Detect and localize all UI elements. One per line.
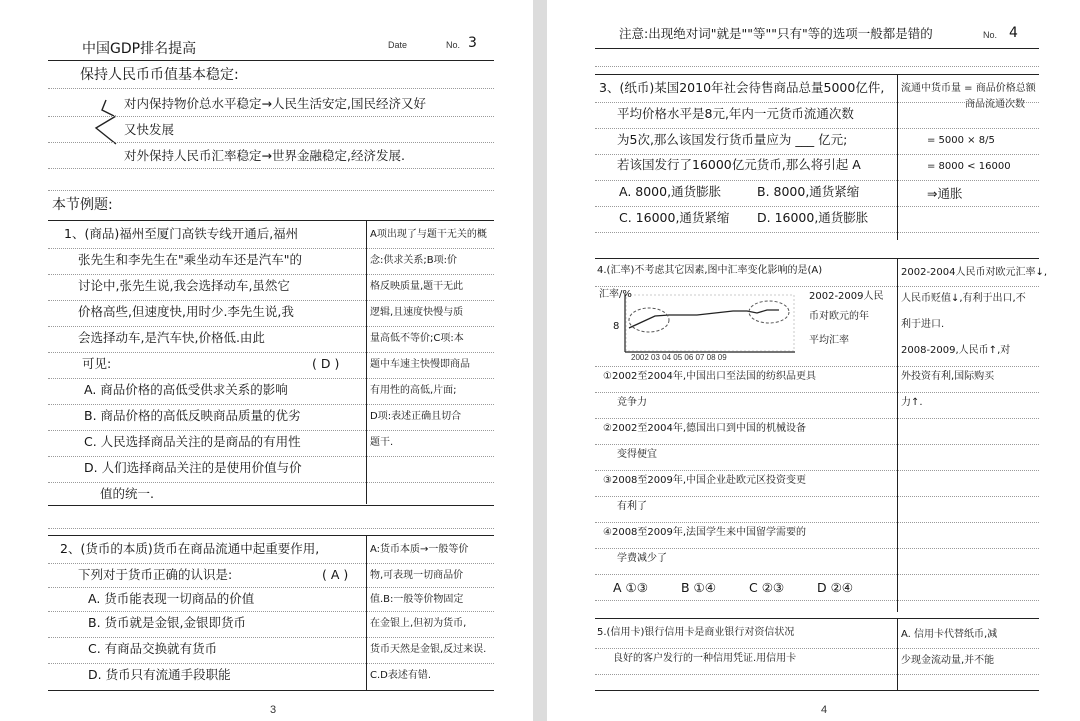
bottom-rule (595, 690, 1039, 691)
ruled-line (595, 522, 1039, 523)
q2-note-6: C.D表述有错. (370, 670, 432, 681)
q4-statement-2: ②2002至2004年,德国出口到中国的机械设备 (603, 423, 807, 434)
question-rule (48, 535, 494, 536)
q2-option-d: D. 货币只有流通手段职能 (88, 667, 231, 682)
chart-y-tick: 8 (613, 321, 620, 332)
q3-side-4: = 8000 < 16000 (927, 161, 1011, 172)
q1-note-6: 题中车速主快慢即商品 (370, 359, 470, 370)
q1-answer: ( D ) (312, 356, 340, 371)
q3-option-b: B. 8000,通货紧缩 (757, 184, 860, 199)
ruled-line (48, 248, 494, 249)
q2-line-1: 2、(货币的本质)货币在商品流通中起重要作用, (60, 541, 320, 556)
chart-legend-1: 2002-2009人民 (809, 291, 884, 302)
section-title: 本节例题: (52, 197, 113, 213)
ruled-line (48, 482, 494, 483)
question-rule (595, 74, 1039, 75)
q1-note-1: A项出现了与题干无关的概 (370, 229, 487, 240)
ruled-line (595, 102, 1039, 103)
page-no-label: No. (446, 40, 461, 50)
q1-note-7: 有用性的高低,片面; (370, 385, 457, 396)
q2-note-5: 货币天然是金银,反过来误. (370, 644, 487, 655)
ruled-line (48, 168, 494, 169)
q1-note-9: 题干. (370, 437, 394, 448)
ruled-line (595, 286, 1039, 287)
question-rule (595, 258, 1039, 259)
ruled-line (48, 274, 494, 275)
ruled-line (595, 180, 1039, 181)
note-column-divider (897, 74, 898, 240)
q4-statement-4-cont: 学费减少了 (617, 553, 667, 564)
q4-side-4: 2008-2009,人民币↑,对 (901, 345, 1011, 356)
q3-option-c: C. 16000,通货紧缩 (619, 210, 730, 225)
q5-side-2: 少现金流动量,并不能 (901, 655, 995, 666)
q2-answer: ( A ) (322, 567, 349, 582)
q4-statement-2-cont: 变得便宜 (617, 449, 657, 460)
q2-note-1: A:货币本质→一般等价 (370, 544, 469, 555)
ruled-line (48, 528, 494, 529)
q1-note-3: 格反映质量,题干无此 (370, 281, 464, 292)
q3-line-2: 平均价格水平是8元,年内一元货币流通次数 (617, 106, 854, 121)
q1-line-4: 价格高些,但速度快,用时少.李先生说,我 (78, 304, 294, 319)
section-rule (48, 220, 494, 221)
page-number: 4 (821, 704, 828, 716)
header-rule (48, 60, 494, 61)
q1-option-b: B. 商品价格的高低反映商品质量的优劣 (84, 408, 301, 423)
q2-option-b: B. 货币就是金银,金银即货币 (88, 615, 246, 630)
q1-line-3: 讨论中,张先生说,我会选择动车,虽然它 (78, 278, 290, 293)
page-number: 3 (270, 704, 277, 716)
ruled-line (595, 366, 1039, 367)
q1-option-c: C. 人民选择商品关注的是商品的有用性 (84, 434, 301, 449)
ruled-line (48, 300, 494, 301)
ruled-line (48, 611, 494, 612)
q1-note-8: D项:表述正确且切合 (370, 411, 462, 422)
notebook-page-4 (547, 0, 1080, 721)
chart-legend-2: 币对欧元的年 (809, 311, 869, 322)
ruled-line (595, 444, 1039, 445)
q5-line-1: 5.(信用卡)银行信用卡是商业银行对资信状况 (597, 627, 795, 638)
notebook-page-3 (0, 0, 533, 721)
ruled-line (595, 574, 1039, 575)
page-no-value: 3 (468, 35, 477, 51)
ruled-line (48, 326, 494, 327)
q2-line-2: 下列对于货币正确的认识是: (78, 567, 233, 582)
q5-line-2: 良好的客户发行的一种信用凭证.用信用卡 (613, 653, 797, 664)
chart-frame (626, 295, 794, 351)
q1-option-a: A. 商品价格的高低受供求关系的影响 (84, 382, 288, 397)
chart-series-line (629, 310, 779, 328)
ruled-line (48, 587, 494, 588)
q3-side-3: = 5000 × 8/5 (927, 135, 995, 146)
q4-side-6: 力↑. (901, 397, 923, 408)
q4-choice-b: B ①④ (681, 580, 716, 595)
q1-note-2: 念:供求关系;B项:价 (370, 255, 457, 266)
q2-note-2: 物,可表现一切商品价 (370, 570, 464, 581)
q1-line-6: 可见: (82, 356, 112, 371)
ruled-line (595, 548, 1039, 549)
chart-y-label: 汇率/% (599, 289, 632, 300)
ruled-line (48, 352, 494, 353)
intro-line-1: 保持人民币币值基本稳定: (80, 67, 239, 83)
ruled-line (595, 470, 1039, 471)
ruled-line (48, 663, 494, 664)
q2-note-3: 值.B:一般等价物固定 (370, 594, 464, 605)
header-note: 注意:出现绝对词"就是""等""只有"等的选项一般都是错的 (619, 26, 933, 41)
q1-option-d-cont: 值的统一. (100, 486, 154, 501)
ruled-line (595, 418, 1039, 419)
intro-line-4: 对外保持人民币汇率稳定→世界金融稳定,经济发展. (124, 148, 405, 163)
ruled-line (48, 190, 494, 191)
ruled-line (48, 88, 494, 89)
q2-note-4: 在金银上,但初为货币, (370, 618, 467, 629)
intro-line-3: 又快发展 (124, 122, 175, 137)
q3-line-1: 3、(纸币)某国2010年社会待售商品总量5000亿件, (599, 80, 885, 95)
q3-side-5: ⇒通胀 (927, 186, 963, 201)
ruled-line (48, 456, 494, 457)
ruled-line (595, 600, 1039, 601)
ruled-line (595, 128, 1039, 129)
note-column-divider (897, 258, 898, 612)
ruled-line (48, 563, 494, 564)
q3-option-a: A. 8000,通货膨胀 (619, 184, 722, 199)
q4-side-2: 人民币贬值↓,有利于出口,不 (901, 293, 1026, 304)
page-gutter (533, 0, 547, 721)
header-rule (595, 48, 1039, 49)
q4-choice-c: C ②③ (749, 580, 785, 595)
question-rule (595, 618, 1039, 619)
q4-statement-1-cont: 竞争力 (617, 397, 647, 408)
q3-side-2: 商品流通次数 (965, 99, 1025, 110)
ruled-line (595, 206, 1039, 207)
q4-side-3: 利于进口. (901, 319, 945, 330)
ruled-line (595, 674, 1039, 675)
q3-side-1: 流通中货币量 = 商品价格总额 (901, 83, 1036, 94)
note-column-divider (366, 535, 367, 691)
q2-option-c: C. 有商品交换就有货币 (88, 641, 218, 656)
q4-choice-d: D ②④ (817, 580, 854, 595)
q4-side-1: 2002-2004人民币对欧元汇率↓, (901, 267, 1048, 278)
page-no-value: 4 (1009, 25, 1018, 41)
ruled-line (595, 648, 1039, 649)
chart-legend-3: 平均汇率 (809, 335, 849, 346)
ruled-line (595, 66, 1039, 67)
chart-circle-2002-2004 (629, 308, 669, 332)
note-column-divider (897, 618, 898, 690)
ruled-line (595, 232, 1039, 233)
page-title: 中国GDP排名提高 (82, 41, 197, 57)
ruled-line (48, 116, 494, 117)
page-no-label: No. (983, 30, 998, 40)
note-column-divider (366, 220, 367, 504)
q4-title: 4.(汇率)不考虑其它因素,图中汇率变化影响的是(A) (597, 265, 823, 276)
ruled-line (595, 154, 1039, 155)
ruled-line (48, 637, 494, 638)
chart-x-ticks: 2002 03 04 05 06 07 08 09 (631, 353, 727, 362)
intro-line-2: 对内保持物价总水平稳定→人民生活安定,国民经济又好 (124, 96, 426, 111)
q4-statement-4: ④2008至2009年,法国学生来中国留学需要的 (603, 527, 807, 538)
ruled-line (48, 378, 494, 379)
ruled-line (48, 430, 494, 431)
q1-line-2: 张先生和李先生在"乘坐动车还是汽车"的 (78, 252, 302, 267)
q3-line-4: 若该国发行了16000亿元货币,那么将引起 A (617, 157, 861, 172)
q3-option-d: D. 16000,通货膨胀 (757, 210, 869, 225)
ruled-line (48, 404, 494, 405)
q4-statement-3-cont: 有利了 (617, 501, 647, 512)
q1-note-5: 量高低不等价;C项:本 (370, 333, 464, 344)
ruled-line (595, 392, 1039, 393)
bottom-rule (48, 690, 494, 691)
q5-side-1: A. 信用卡代替纸币,减 (901, 629, 998, 640)
q1-note-4: 逻辑,且速度快慢与质 (370, 307, 464, 318)
q4-choice-a: A ①③ (613, 580, 648, 595)
q4-statement-1: ①2002至2004年,中国出口至法国的纺织品更具 (603, 371, 817, 382)
q1-line-5: 会选择动车,是汽车快,价格低.由此 (78, 330, 265, 345)
q4-statement-3: ③2008至2009年,中国企业赴欧元区投资变更 (603, 475, 807, 486)
q3-line-3: 为5次,那么该国发行货币量应为 ___ 亿元; (617, 132, 848, 147)
q4-side-5: 外投资有利,国际购买 (901, 371, 995, 382)
q1-line-1: 1、(商品)福州至厦门高铁专线开通后,福州 (64, 226, 299, 241)
brace-mark (92, 96, 128, 148)
q2-option-a: A. 货币能表现一切商品的价值 (88, 591, 255, 606)
ruled-line (595, 496, 1039, 497)
date-label: Date (388, 40, 408, 50)
q1-option-d: D. 人们选择商品关注的是使用价值与价 (84, 460, 302, 475)
ruled-line (48, 142, 494, 143)
question-rule (48, 505, 494, 506)
